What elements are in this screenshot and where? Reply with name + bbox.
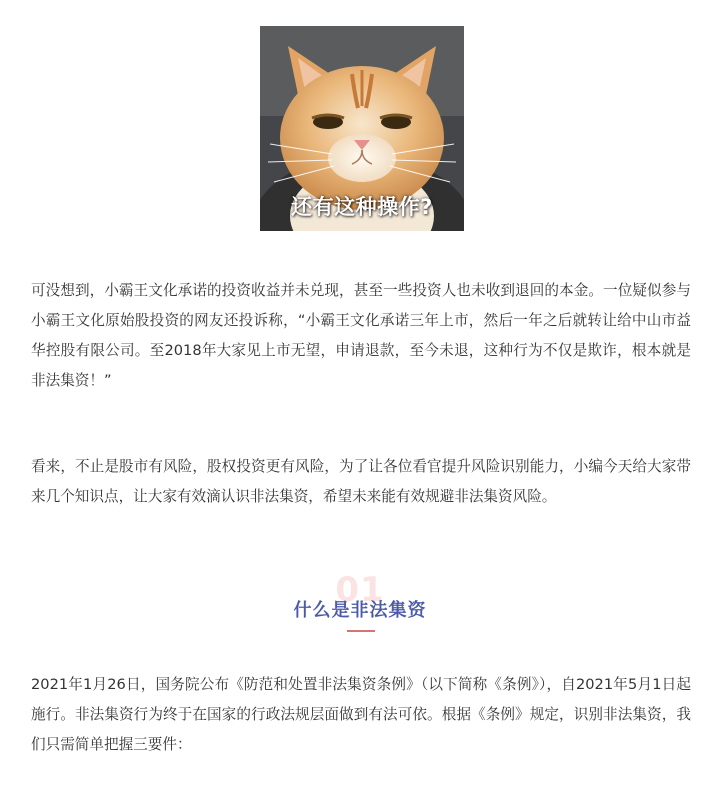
section-number: 01 — [335, 570, 385, 610]
section-title: 什么是非法集资 — [293, 600, 427, 621]
paragraph-regulation: 2021年1月26日，国务院公布《防范和处置非法集资条例》（以下简称《条例》），自2021年5月1日起施行。非法集资行为终于在国家的行政法规层面做到有法可依。根据《条例》规定，识别非法集资，我们只需简单把握三要件： — [31, 676, 691, 753]
paragraph-intro: 看来，不止是股市有风险，股权投资更有风险，为了让各位看官提升风险识别能力，小编今天给大家带来几个知识点，让大家有效滴认识非法集资，希望未来能有效规避非法集资风险。 — [31, 458, 691, 505]
section-divider — [347, 630, 375, 632]
meme-caption: 还有这种操作? — [291, 195, 433, 219]
paragraph-investor-complaint: 可没想到，小霸王文化承诺的投资收益并未兑现，甚至一些投资人也未收到退回的本金。一位疑似参与小霸王文化原始股投资的网友还投诉称，“小霸王文化承诺三年上市，然后一年之后就转让给中山市益华控股有限公司。至2018年大家见上市无望，申请退款，至今未退，这种行为不仅是欺诈，根本就是非法集资！” — [31, 282, 691, 389]
cat-meme-image — [260, 26, 464, 231]
